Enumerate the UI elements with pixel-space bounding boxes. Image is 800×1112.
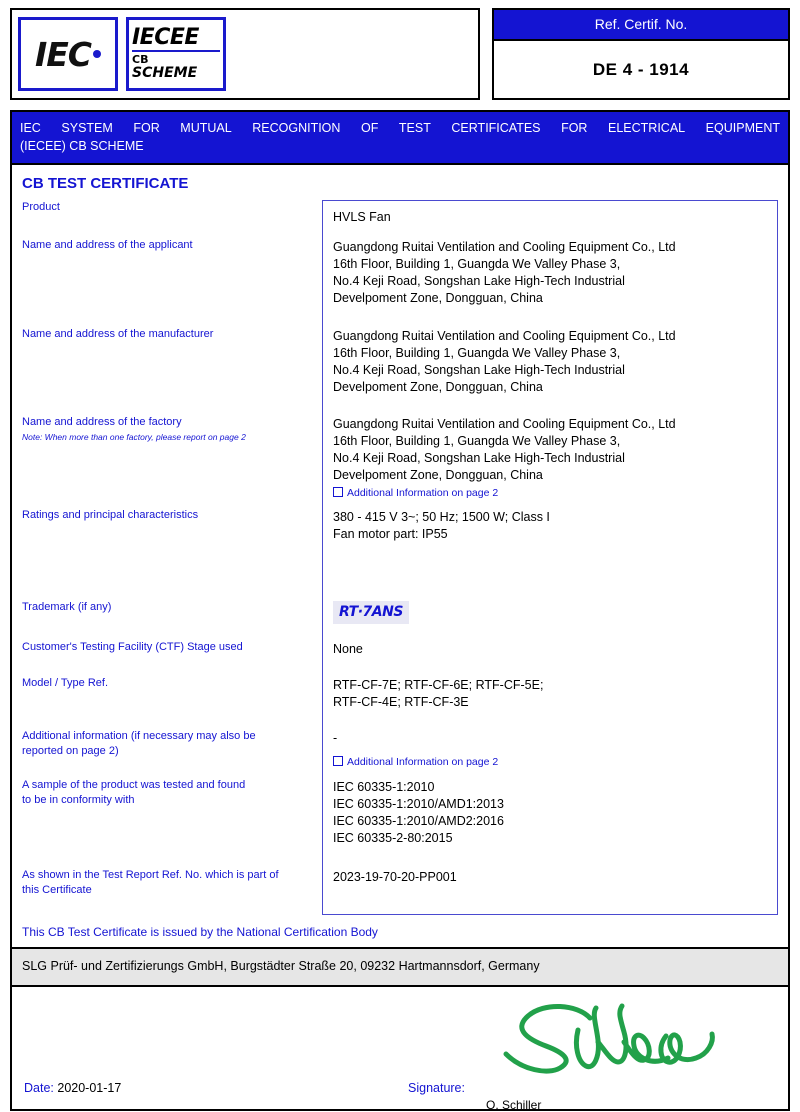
iecee-banner [12,112,788,165]
value-applicant-line: Guangdong Ruitai Ventilation and Cooling Equipment Co., Ltd [333,240,676,255]
value-conformity-standards [333,779,777,869]
banner-word: TEST [398,121,431,135]
date-label: Date: [24,1081,54,1096]
label-ratings: Ratings and principal characteristics [22,509,199,522]
fields-area [12,200,788,915]
label-applicant: Name and address of the applicant [22,239,193,252]
label-factory [22,415,322,508]
value-ratings-line2: Fan motor part: IP55 [333,527,448,542]
label-test-report-line1: As shown in the Test Report Ref. No. which is part of [22,869,279,882]
value-manufacturer-line: Guangdong Ruitai Ventilation and Cooling Equipment Co., Ltd [333,329,676,344]
value-additional-information [333,730,777,779]
iecee-cb-scheme-logo-icon [126,17,226,91]
label-model-type-ref: Model / Type Ref. [22,677,109,690]
factory-additional-info-label: Additional Information on page 2 [347,486,499,499]
date-value: 2020-01-17 [57,1081,122,1096]
value-model-type-ref [333,677,777,730]
value-applicant-line: No.4 Keji Road, Songshan Lake High-Tech Industrial [333,274,625,288]
banner-line-2: (IECEE) CB SCHEME [20,139,144,154]
logo-box [10,8,480,100]
iec-logo-icon [18,17,118,91]
value-factory [333,416,777,509]
value-ratings [333,509,777,601]
value-model-line2: RTF-CF-4E; RTF-CF-3E [333,695,469,710]
banner-word: RECOGNITION [252,121,341,135]
label-factory-text: Name and address of the factory [22,416,182,429]
ref-certif-no-value: DE 4 - 1914 [592,59,690,79]
label-conformity [22,778,322,868]
additional-info-label: Additional Information on page 2 [347,756,499,769]
certificate-body [10,110,790,1111]
iecee-logo-line3: SCHEME [132,65,198,82]
signature-label: Signature: [408,1081,465,1096]
banner-word: CERTIFICATES [451,121,541,135]
standard-item: IEC 60335-1:2010 [333,780,435,795]
header-row [10,8,790,100]
iecee-logo-line1: IECEE [132,27,220,52]
label-product: Product [22,201,60,214]
signature-image [482,996,732,1087]
footer-area [12,987,788,1112]
label-additional-information-line1: Additional information (if necessary may also be [22,730,256,743]
value-manufacturer-line: Develpoment Zone, Dongguan, China [333,379,543,394]
factory-additional-info-checkbox-row[interactable] [333,486,777,500]
reference-certificate-box [492,8,790,100]
banner-word: ELECTRICAL [608,121,686,135]
label-conformity-line2: to be in conformity with [22,794,135,807]
banner-line-1 [20,119,780,137]
label-ctf-stage: Customer's Testing Facility (CTF) Stage used [22,641,243,654]
page-title: CB TEST CERTIFICATE [22,175,189,193]
additional-info-checkbox-row[interactable] [333,755,777,769]
value-model-line1: RTF-CF-7E; RTF-CF-6E; RTF-CF-5E; [333,678,544,693]
value-test-report-number: 2023-19-70-20-PP001 [333,870,457,885]
value-manufacturer-line: 16th Floor, Building 1, Guangda We Valley Phase 3, [333,346,621,361]
value-factory-line: Guangdong Ruitai Ventilation and Cooling Equipment Co., Ltd [333,417,676,432]
standard-item: IEC 60335-1:2010/AMD1:2013 [333,797,504,812]
value-factory-line: No.4 Keji Road, Songshan Lake High-Tech Industrial [333,451,625,465]
value-factory-line: 16th Floor, Building 1, Guangda We Valley Phase 3, [333,434,621,449]
value-ctf-stage: None [333,642,363,657]
checkbox-icon[interactable] [333,487,343,497]
value-ratings-line1: 380 - 415 V 3~; 50 Hz; 1500 W; Class I [333,510,550,525]
label-additional-information [22,729,322,778]
value-manufacturer [333,328,777,416]
label-factory-note: Note: When more than one factory, please report on page 2 [22,432,246,443]
value-applicant-line: Develpoment Zone, Dongguan, China [333,290,543,305]
banner-word: OF [360,121,379,135]
standard-item: IEC 60335-1:2010/AMD2:2016 [333,814,504,828]
issued-by-text: This CB Test Certificate is issued by the National Certification Body [12,915,788,949]
value-factory-line: Develpoment Zone, Dongguan, China [333,467,543,482]
banner-word: EQUIPMENT [705,121,780,135]
value-additional-information-dash: - [333,731,338,746]
iec-logo-dot-icon [93,50,101,58]
value-trademark [333,601,777,641]
banner-word: FOR [561,121,588,135]
date-field [24,1081,121,1095]
label-test-report-line2: this Certificate [22,884,92,897]
value-manufacturer-line: No.4 Keji Road, Songshan Lake High-Tech Industrial [333,363,625,377]
checkbox-icon[interactable] [333,756,343,766]
banner-word: SYSTEM [61,121,113,135]
national-certification-body: SLG Prüf- und Zertifizierungs GmbH, Burgstädter Straße 20, 09232 Hartmannsdorf, Germany [12,949,788,987]
banner-word: MUTUAL [180,121,232,135]
field-values-column [322,200,778,915]
standard-item: IEC 60335-2-80:2015 [333,830,453,845]
iec-logo-text: IEC [34,34,92,74]
iecee-logo-line2: CB [132,53,149,67]
label-conformity-line1: A sample of the product was tested and found [22,779,246,792]
banner-word: FOR [133,121,160,135]
label-additional-information-line2: reported on page 2) [22,745,119,758]
ref-certif-no-label: Ref. Certif. No. [494,10,788,41]
trademark-logo: RT·7ANS [333,601,409,624]
label-trademark: Trademark (if any) [22,601,112,614]
field-labels-column [22,200,322,915]
value-applicant-line: 16th Floor, Building 1, Guangda We Valley Phase 3, [333,257,621,272]
value-product: HVLS Fan [333,210,391,225]
label-test-report [22,868,322,913]
label-manufacturer: Name and address of the manufacturer [22,328,214,341]
value-applicant [333,239,777,328]
banner-word: IEC [20,121,41,135]
signer-name: O. Schiller [486,1098,542,1112]
